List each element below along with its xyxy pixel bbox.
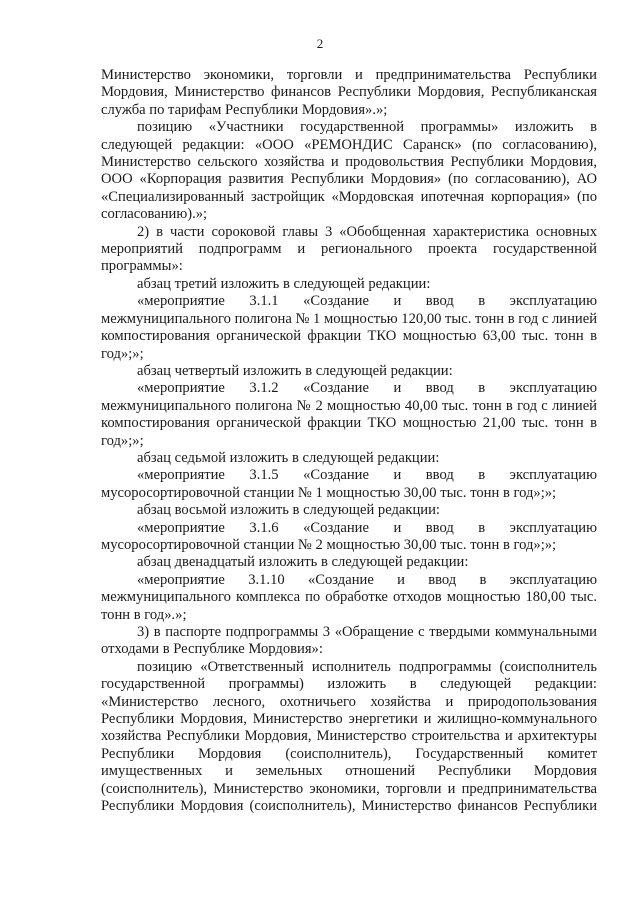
paragraph: абзац третий изложить в следующей редакции: (137, 275, 431, 292)
paragraph: «мероприятие 3.1.6 «Создание и ввод в эксплуатацию мусоросортировочной станции № 2 мощностью 30,00 тыс. тонн в год»;»; (101, 519, 597, 553)
paragraph: «мероприятие 3.1.5 «Создание и ввод в эксплуатацию мусоросортировочной станции № 1 мощностью 30,00 тыс. тонн в год»;»; (101, 467, 597, 501)
paragraph: позицию «Участники государственной программы» изложить в следующей редакции: «ООО «РЕМОНДИС Саранск» (по согласованию), Министерство сельского хозяйства и продовольствия Республики Мордовия, ООО «Корпорация развития Республики Мордовия» (по согласованию), АО «Специализированный застройщик «Мордовская ипотечная корпорация» (по согласованию).»; (101, 119, 597, 223)
paragraph: абзац четвертый изложить в следующей редакции: (137, 362, 453, 379)
paragraph: 3) в паспорте подпрограммы 3 «Обращение с твердыми коммунальными отходами в Республике Мордовия»: (101, 624, 597, 658)
paragraph: абзац седьмой изложить в следующей редакции: (137, 449, 440, 466)
paragraph: 2) в части сороковой главы 3 «Обобщенная характеристика основных мероприятий подпрограмм и регионального проекта государственной программы»: (101, 223, 597, 275)
paragraph: «мероприятие 3.1.2 «Создание и ввод в эксплуатацию межмуниципального полигона № 2 мощностью 40,00 тыс. тонн в год с линией компостирования органической фракции ТКО мощностью 21,00 тыс. тонн в год»;»; (101, 380, 597, 449)
document-body (101, 67, 597, 815)
paragraph: абзац восьмой изложить в следующей редакции: (137, 502, 440, 519)
paragraph: Министерство экономики, торговли и предпринимательства Республики Мордовия, Министерство финансов Республики Мордовия, Республиканская служба по тарифам Республики Мордовия».»; (101, 67, 597, 118)
page-number: 2 (316, 36, 324, 51)
paragraph: «мероприятие 3.1.1 «Создание и ввод в эксплуатацию межмуниципального полигона № 1 мощностью 120,00 тыс. тонн в год с линией компостирования органической фракции ТКО мощностью 63,00 тыс. тонн в год»;»; (101, 293, 598, 362)
paragraph: «мероприятие 3.1.10 «Создание и ввод в эксплуатацию межмуниципального комплекса по обработке отходов мощностью 180,00 тыс. тонн в год».»; (101, 571, 597, 623)
paragraph: абзац двенадцатый изложить в следующей редакции: (137, 554, 469, 571)
paragraph: позицию «Ответственный исполнитель подпрограммы (соисполнитель государственной программы) изложить в следующей редакции: «Министерство лесного, охотничьего хозяйства и природопользования Республики Мордовия, Министерство энергетики и жилищно-коммунального хозяйства Республики Мордовия, Министерство строительства и архитектуры Республики Мордовия (соисполнитель), Государственный комитет имущественных и земельных отношений Республики Мордовия (соисполнитель), Министерство экономики, торговли и предпринимательства Республики Мордовия (соисполнитель), Министерство финансов Республики (101, 658, 597, 815)
